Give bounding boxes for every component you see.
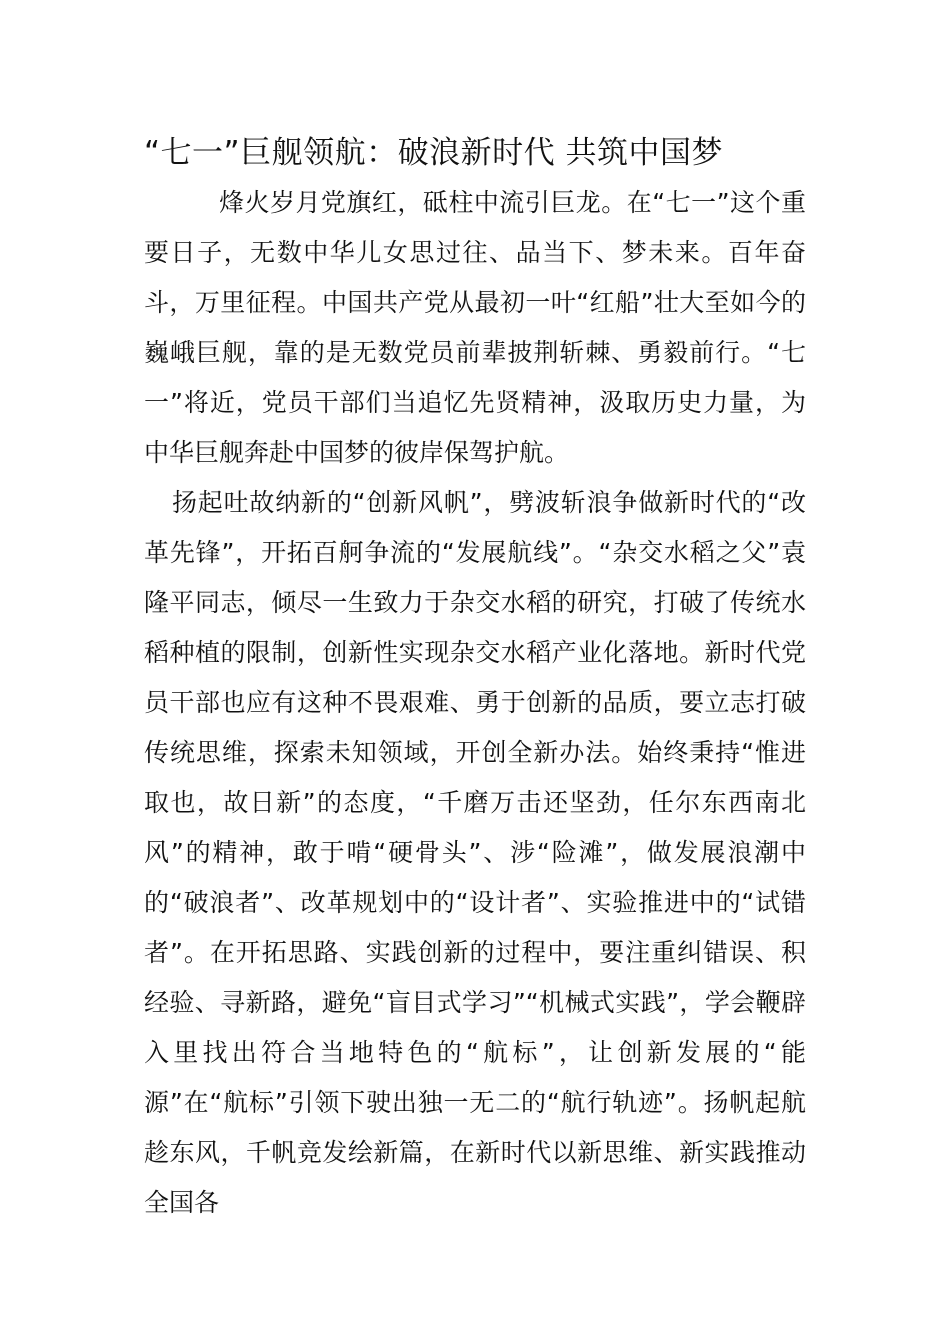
paragraph-intro: 烽火岁月党旗红，砥柱中流引巨龙。在“七一”这个重要日子，无数中华儿女思过往、品当下、梦未来。百年奋斗，万里征程。中国共产党从最初一叶“红船”壮大至如今的巍峨巨舰，靠的是无数党员前辈披荆斩棘、勇毅前行。“七一”将近，党员干部们当追忆先贤精神，汲取历史力量，为中华巨舰奔赴中国梦的彼岸保驾护航。	[144, 188, 806, 467]
document-title: “七一”巨舰领航：破浪新时代 共筑中国梦	[144, 135, 723, 171]
document-body	[144, 128, 806, 1228]
paragraph-innovation: 扬起吐故纳新的“创新风帆”，劈波斩浪争做新时代的“改革先锋”，开拓百舸争流的“发展航线”。“杂交水稻之父”袁隆平同志，倾尽一生致力于杂交水稻的研究，打破了传统水稻种植的限制，创新性实现杂交水稻产业化落地。新时代党员干部也应有这种不畏艰难、勇于创新的品质，要立志打破传统思维，探索未知领域，开创全新办法。始终秉持“惟进取也，故日新”的态度，“千磨万击还坚劲，任尔东西南北风”的精神，敢于啃“硬骨头”、涉“险滩”，做发展浪潮中的“破浪者”、改革规划中的“设计者”、实验推进中的“试错者”。在开拓思路、实践创新的过程中，要注重纠错误、积经验、寻新路，避免“盲目式学习”“机械式实践”，学会鞭辟入里找出符合当地特色的“航标”，让创新发展的“能源”在“航标”引领下驶出独一无二的“航行轨迹”。扬帆起航趁东风，千帆竞发绘新篇，在新时代以新思维、新实践推动全国各	[144, 488, 806, 1217]
